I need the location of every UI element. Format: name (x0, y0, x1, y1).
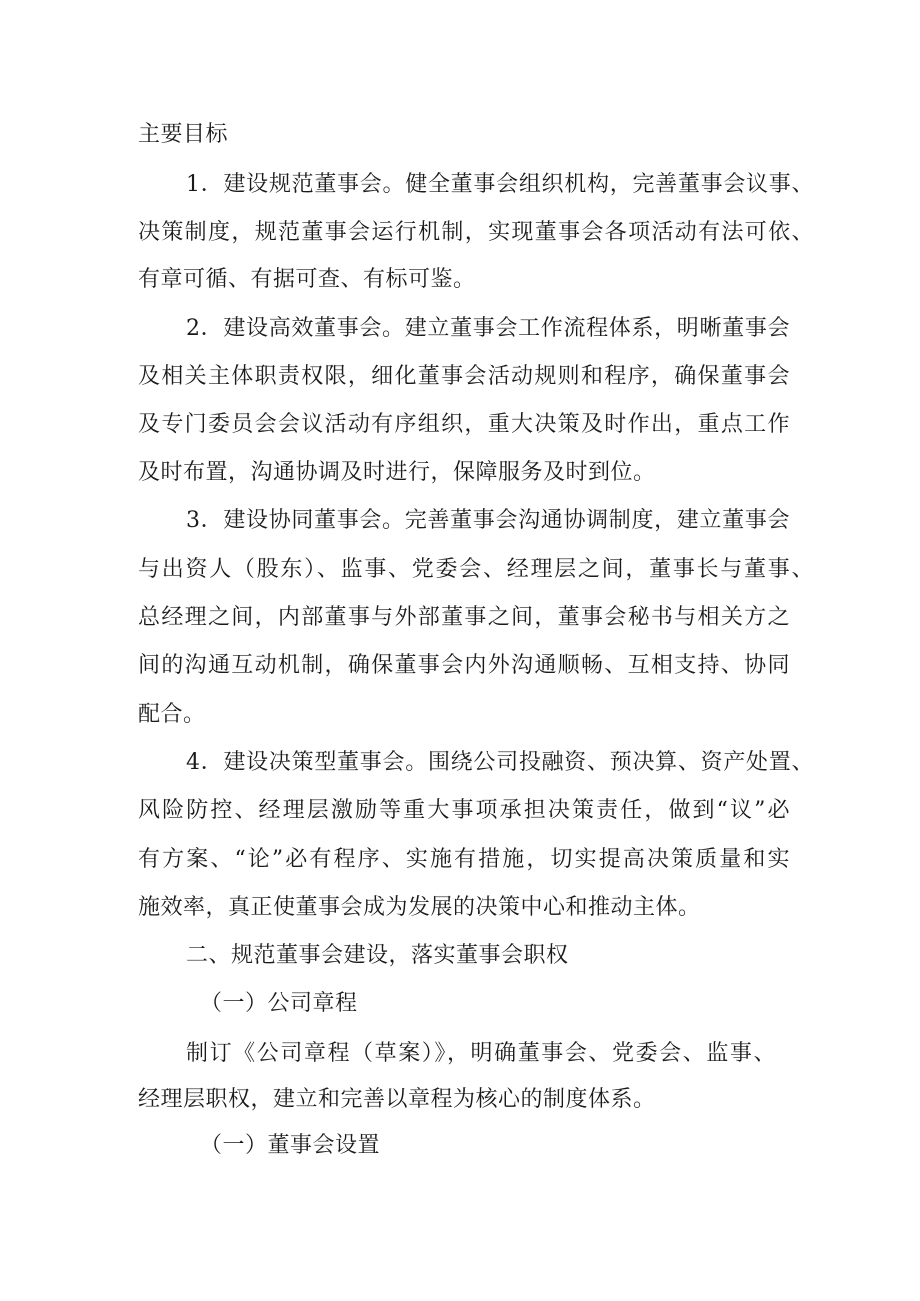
item-4-line-4: 施效率，真正使董事会成为发展的决策中心和推动主体。 (138, 895, 701, 920)
section-2-heading: 二、规范董事会建设，落实董事会职权 (186, 943, 569, 968)
item-2-line-1: 2．建设高效董事会。建立董事会工作流程体系，明晰董事会 (186, 316, 790, 341)
item-4-line-2: 风险防控、经理层激励等重大事项承担决策责任，做到“议”必 (138, 798, 790, 823)
subsection-1-line-1: 制订《公司章程（草案）》，明确董事会、党委会、监事、 (186, 1041, 776, 1066)
subsection-1-title: （一）公司章程 (200, 991, 358, 1016)
subsection-2-title: （一）董事会设置 (200, 1133, 381, 1158)
item-1-line-2: 决策制度，规范董事会运行机制，实现董事会各项活动有法可依、 (138, 220, 814, 245)
item-4-line-1: 4．建设决策型董事会。围绕公司投融资、预决算、资产处置、 (186, 750, 814, 775)
item-3-line-2: 与出资人（股东）、监事、党委会、经理层之间，董事长与董事、 (138, 557, 814, 582)
item-4-line-3: 有方案、“论”必有程序、实施有措施，切实提高决策质量和实 (138, 847, 790, 872)
item-3-line-5: 配合。 (138, 702, 206, 727)
item-2-line-2: 及相关主体职责权限，细化董事会活动规则和程序，确保董事会 (138, 364, 790, 389)
item-3-line-3: 总经理之间，内部董事与外部董事之间，董事会秘书与相关方之 (138, 605, 790, 630)
heading-main-goals: 主要目标 (138, 122, 229, 147)
item-1-line-1: 1．建设规范董事会。健全董事会组织机构，完善董事会议事、 (186, 172, 814, 197)
subsection-1-line-2: 经理层职权，建立和完善以章程为核心的制度体系。 (138, 1087, 656, 1112)
item-2-line-4: 及时布置，沟通协调及时进行，保障服务及时到位。 (138, 460, 656, 485)
item-3-line-1: 3．建设协同董事会。完善董事会沟通协调制度，建立董事会 (186, 508, 790, 533)
item-2-line-3: 及专门委员会会议活动有序组织，重大决策及时作出，重点工作 (138, 412, 790, 437)
item-3-line-4: 间的沟通互动机制，确保董事会内外沟通顺畅、互相支持、协同 (138, 653, 790, 678)
item-1-line-3: 有章可循、有据可查、有标可鉴。 (138, 267, 476, 292)
